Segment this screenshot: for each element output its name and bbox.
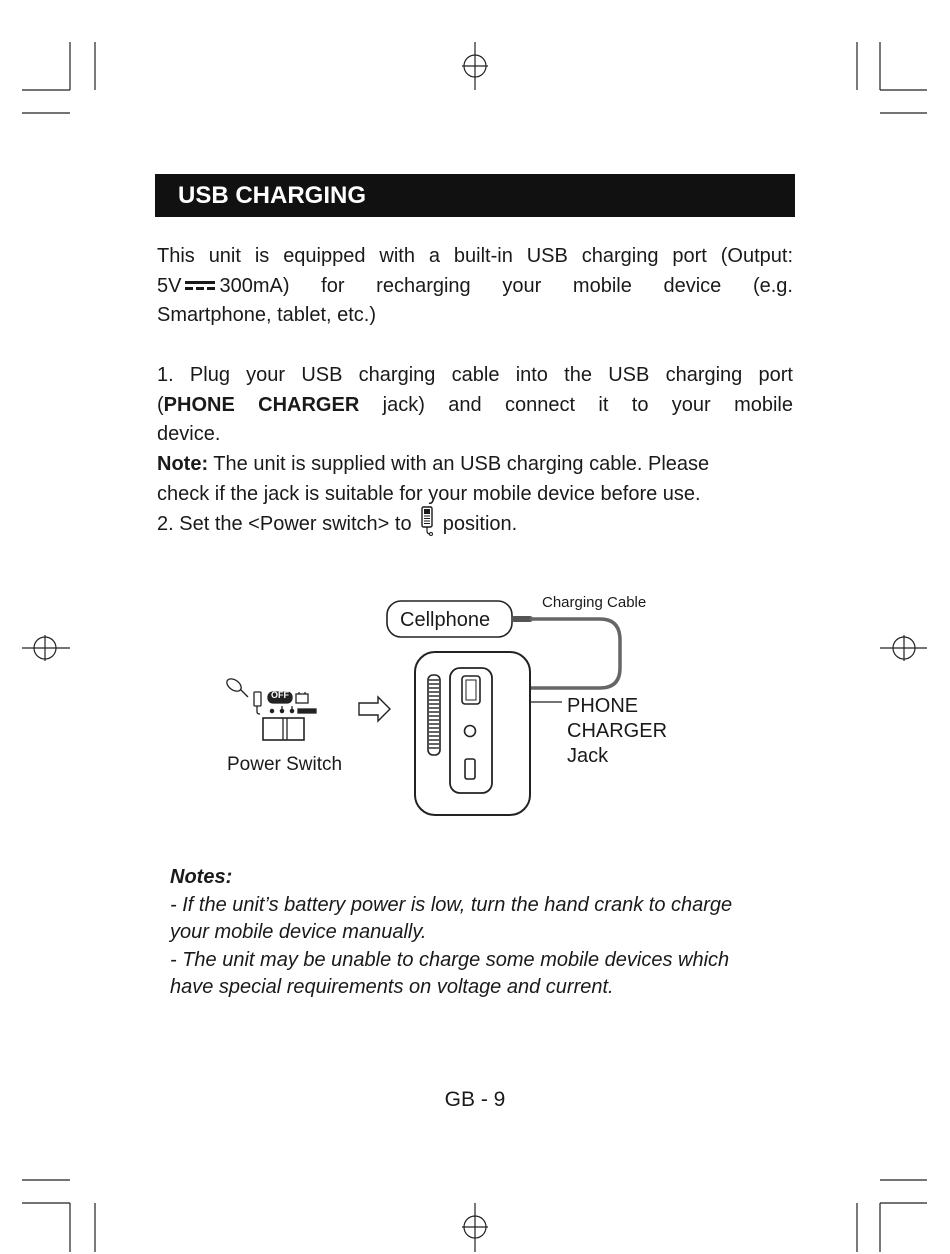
phone-charger-label: PHONE CHARGER [163,393,360,416]
step2-text-end: position. [437,512,518,535]
intro-line-3: Smartphone, tablet, etc.) [157,304,377,327]
audio-jack-icon [465,726,476,737]
cellphone-label: Cellphone [400,609,491,631]
jack-label-line-1: PHONE [567,695,639,717]
output-spec-text: 300mA) for recharging your mobile device (e.g. [219,274,793,297]
step2-text: 2. Set the <Power switch> to [157,512,418,535]
power-switch-illustration [225,676,316,740]
notes-line-3: - The unit may be unable to charge some mobile devices which [170,948,730,971]
right-arrow-icon [359,697,390,721]
page-number: GB - 9 [444,1088,506,1111]
jack-label [567,694,667,769]
note-label: Note: [157,453,209,476]
power-switch-label: Power Switch [227,754,343,775]
crank-grip-icon [428,675,440,755]
step1-line-1: 1. Plug your USB charging cable into the USB charging port [157,364,793,386]
notes-line-1: - If the unit’s battery power is low, turn the hand crank to charge [170,893,733,916]
note-line-2: check if the jack is suitable for your mobile device before use. [157,482,701,505]
step1-open-paren: ( [157,393,164,416]
charging-cable-label: Charging Cable [542,594,647,611]
micro-usb-port-icon [465,759,475,779]
voltage-text: 5V [157,274,182,297]
notes-block [170,864,820,1002]
notes-title: Notes: [170,866,233,888]
step1-line-3: device. [157,423,221,446]
switch-off-label: OFF [271,690,289,700]
jack-label-line-3: Jack [567,745,609,767]
notes-line-4: have special requirements on voltage and current. [170,976,614,998]
step1-line-2-rest: jack) and connect it to your mobile [359,393,793,416]
section-title: USB CHARGING [178,182,367,209]
jack-label-line-2: CHARGER [567,720,668,742]
notes-line-2: your mobile device manually. [170,921,427,943]
note-text: The unit is supplied with an USB charging cable. Please [208,453,710,476]
intro-line-1: This unit is equipped with a built-in USB charging port (Output: [157,245,793,267]
